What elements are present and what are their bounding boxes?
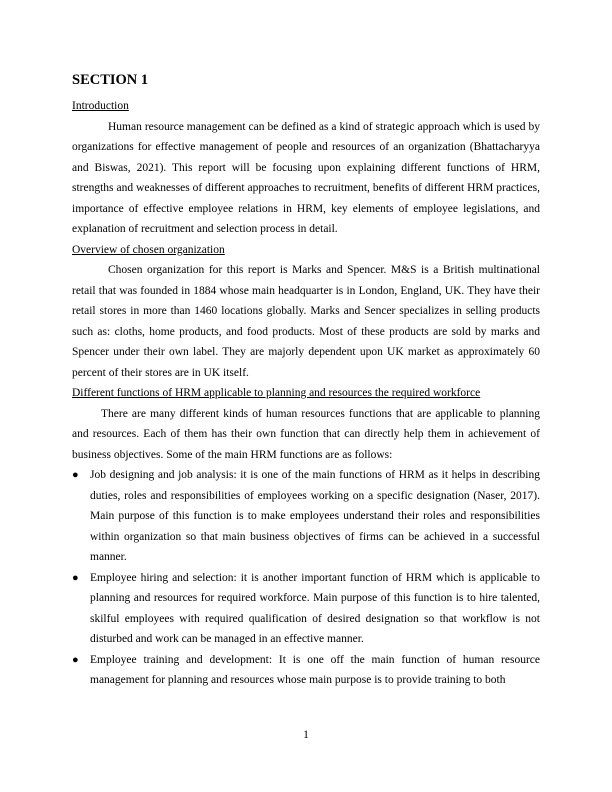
section-title: SECTION 1 [72, 72, 149, 88]
overview-heading: Overview of chosen organization [72, 243, 225, 256]
functions-heading: Different functions of HRM applicable to planning and resources the required workforce [72, 387, 481, 399]
list-item [72, 650, 540, 691]
bullet-icon: ● [72, 571, 79, 584]
introduction-heading: Introduction [72, 100, 129, 112]
functions-paragraph: There are many different kinds of human resources functions that are applicable to planning and resources. Each of them has their own function that can directly help them in achievement of business objectives. Some of the main HRM functions are as follows: [72, 407, 540, 461]
bullet-icon: ● [72, 653, 79, 666]
page-number: 1 [303, 729, 309, 741]
list-item-text: Employee training and development: It is one off the main function of human resource management for planning and resources whose main purpose is to provide training to both [90, 653, 540, 686]
bullet-icon: ● [72, 469, 79, 481]
list-item-text: Job designing and job analysis: it is one of the main functions of HRM as it helps in describing duties, roles and responsibilities of employees working on a specific designation (Naser, 2017). Main purpose of this function is to make employees understand their roles and responsibilities within organization so that main business objectives of firms can be achieved in a successful manner. [90, 469, 540, 563]
list-item-text: Employee hiring and selection: it is another important function of HRM which is applicable to planning and resources for required workforce. Main purpose of this function is to hire talented, skilful employees with required qualification of desired designation so that workflow is not disturbed and work can be managed in an effective manner. [90, 571, 540, 645]
overview-paragraph: Chosen organization for this report is Marks and Spencer. M&S is a British multinational retail that was founded in 1884 whose main headquarter is in London, England, UK. They have their retail stores in more than 1460 locations globally. Marks and Sencer specializes in selling products such as: cloths, home products, and food products. Most of these products are sold by marks and Spencer under their own label. They are majorly dependent upon UK market as approximately 60 percent of their stores are in UK itself. [72, 264, 540, 379]
document-page [72, 70, 540, 691]
introduction-paragraph: Human resource management can be defined as a kind of strategic approach which is used by organizations for effective management of people and resources of an organization (Bhattacharyya and Biswas, 2021). This report will be focusing upon explaining different functions of HRM, strengths and weaknesses of different approaches to recruitment, benefits of different HRM practices, importance of effective employee relations in HRM, key elements of employee legislations, and explanation of recruitment and selection process in detail. [72, 120, 540, 235]
functions-bullet-list [72, 465, 540, 691]
list-item [72, 465, 540, 568]
list-item [72, 568, 540, 650]
